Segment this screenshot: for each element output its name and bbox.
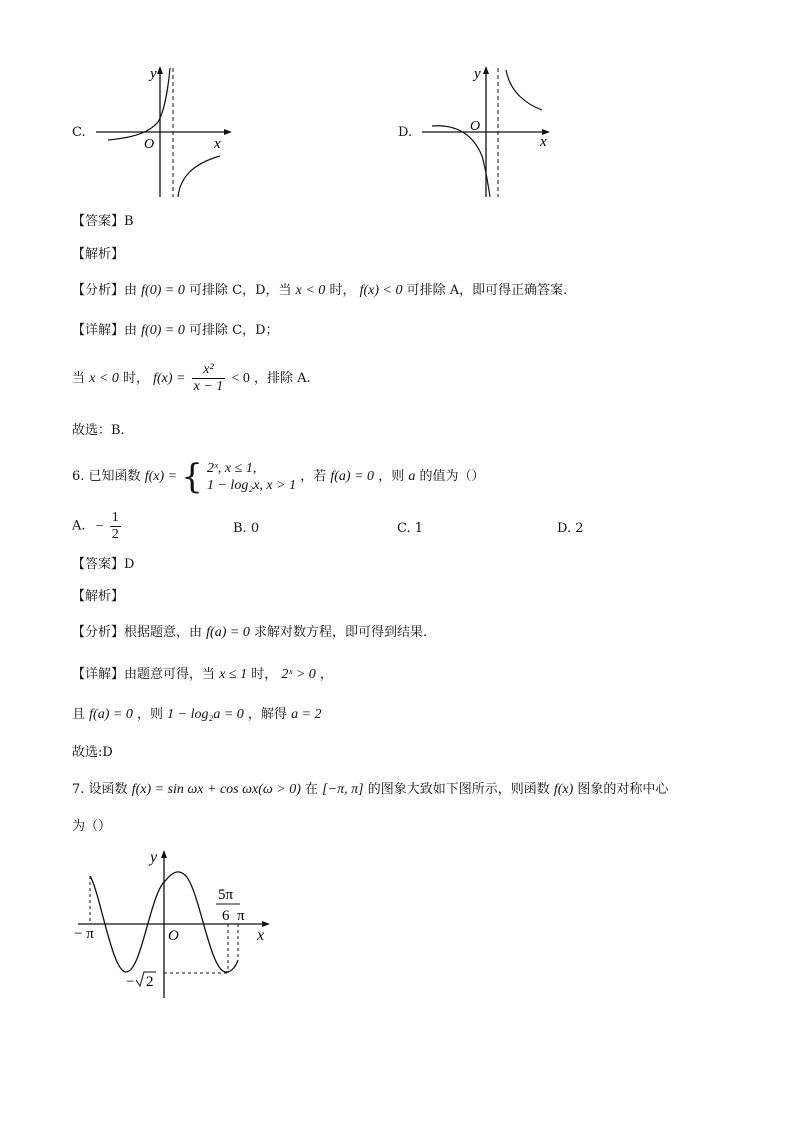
y-label: y (150, 66, 157, 82)
fenxi-text: 可排除 C，D，当 (188, 283, 292, 298)
fenxi-text: 根据题意，由 (124, 625, 203, 640)
q5-choose: 故选：B. (72, 423, 125, 438)
q6-detail-line-2 (72, 706, 322, 724)
xiangjie-text: ， (319, 667, 333, 682)
fenxi-tag: 【分析】 (72, 283, 125, 298)
piece-2: 1 − log₂x, x > 1 (206, 478, 297, 493)
origin-label: O (168, 928, 179, 944)
q6-fenxi-line (72, 624, 427, 642)
curve-left (432, 126, 490, 197)
math-expr: f(a) = 0 (330, 469, 375, 484)
q6-stem (72, 457, 485, 497)
detail-text: 且 (72, 707, 86, 722)
math-expr: f(x) = (144, 469, 178, 484)
x-label: x (540, 134, 547, 150)
stem-text: 7. 设函数 (72, 782, 128, 797)
fraction-numerator: 1 (111, 510, 119, 525)
curve-right (178, 156, 220, 197)
q7-stem-line-1 (72, 781, 668, 799)
y-label: y (474, 66, 481, 82)
x-label: x (257, 927, 265, 944)
xiangjie-text: 由题意可得，当 (124, 667, 216, 682)
answer-value: B (124, 214, 134, 229)
math-expr: < 0 (231, 371, 250, 386)
stem-text: 在 (305, 782, 319, 797)
six-label: 6 (222, 908, 230, 924)
math-expr: a (408, 469, 416, 484)
xiangjie-tag: 【详解】 (72, 323, 125, 338)
math-expr: f(a) = 0 (206, 625, 250, 640)
xiangjie-text: 由 (124, 323, 138, 338)
xiangjie-text: 时， (251, 667, 278, 682)
math-expr: f(x) = (153, 371, 186, 386)
neg-pi-label: − π (74, 926, 94, 942)
math-expr: − (95, 518, 104, 534)
q6-xiangjie-line (72, 666, 333, 684)
option-d-graph (418, 60, 568, 200)
option-label: A. (72, 518, 86, 534)
piecewise (181, 457, 297, 497)
math-expr: [−π, π] (322, 782, 364, 797)
q5-xiangjie-line (72, 322, 279, 340)
fenxi-text: 时， (329, 283, 356, 298)
xiangjie-tag: 【详解】 (72, 667, 125, 682)
y-axis-arrow (157, 66, 163, 74)
brace-icon: { (181, 457, 203, 497)
math-expr: 2ˣ > 0 (281, 667, 316, 682)
detail-text: ，则 (136, 707, 163, 722)
math-expr: x < 0 (89, 371, 119, 386)
q5-answer-line (72, 213, 134, 231)
answer-tag: 【答案】 (72, 557, 125, 572)
y-axis-arrow (483, 66, 489, 74)
stem-text: ，则 (378, 469, 405, 484)
q7-stem-line-2: 为（） (72, 819, 112, 834)
math-expr: f(0) = 0 (141, 283, 185, 298)
x-label: x (214, 136, 221, 152)
q6-answer-line (72, 556, 134, 574)
answer-value: D (124, 557, 135, 572)
fenxi-text: 由 (124, 283, 138, 298)
stem-text: 6. 已知函数 (72, 469, 141, 484)
math-expr: 1 − log₂a = 0 (167, 707, 244, 722)
x-axis-arrow (224, 129, 232, 135)
option-c-graph (92, 60, 242, 200)
q5-analysis-tag: 【解析】 (72, 247, 125, 262)
math-expr: f(x) (553, 782, 574, 797)
fraction (110, 510, 121, 543)
stem-text: 图象的对称中心 (577, 782, 669, 797)
detail-text: 当 (72, 371, 86, 386)
y-label: y (150, 849, 158, 866)
math-expr: x < 0 (295, 283, 326, 298)
fraction-numerator: x² (192, 362, 226, 379)
fenxi-tag: 【分析】 (72, 625, 125, 640)
math-expr: f(x) < 0 (359, 283, 403, 298)
q6-option-c: C. 1 (397, 521, 424, 536)
sqrt2-label: 2 (146, 974, 154, 990)
fraction-denominator: 2 (111, 527, 119, 542)
math-expr: f(x) = sin ωx + cos ωx(ω > 0) (131, 782, 301, 797)
math-expr: x ≤ 1 (219, 667, 248, 682)
stem-text: 的图象大致如下图所示，则函数 (367, 782, 550, 797)
neg-sign-label: − (126, 974, 135, 990)
stem-text: 的值为（） (419, 469, 485, 484)
q7-graph (70, 842, 280, 1002)
curve-right (506, 70, 542, 110)
origin-label: O (144, 137, 155, 152)
fraction-denominator: x − 1 (193, 379, 224, 394)
q6-analysis-tag: 【解析】 (72, 589, 125, 604)
pi-label: π (237, 908, 245, 924)
y-axis-arrow (161, 850, 167, 858)
curve-left (108, 68, 170, 140)
origin-label: O (470, 119, 481, 134)
fenxi-text: 可排除 A，即可得正确答案. (406, 283, 568, 298)
fenxi-text: 求解对数方程，即可得到结果. (253, 625, 428, 640)
math-expr: f(0) = 0 (141, 323, 185, 338)
detail-text: ，排除 A. (254, 371, 311, 386)
xiangjie-text: 可排除 C，D； (188, 323, 279, 338)
piece-1: 2ˣ, x ≤ 1, (206, 461, 257, 476)
math-expr: a = 2 (291, 707, 322, 722)
q5-fenxi-line (72, 282, 567, 300)
detail-text: 时， (122, 371, 149, 386)
detail-text: ，解得 (247, 707, 287, 722)
five-pi-label: 5π (218, 887, 234, 903)
q5-detail-line-2 (72, 362, 311, 395)
option-d-label: D. (398, 125, 413, 140)
q6-choose: 故选:D (72, 745, 113, 760)
math-expr: f(a) = 0 (89, 707, 133, 722)
answer-tag: 【答案】 (72, 214, 125, 229)
stem-text: ，若 (300, 469, 327, 484)
q6-option-d: D. 2 (557, 521, 584, 536)
q6-option-b: B. 0 (233, 521, 260, 536)
option-c-label: C. (72, 125, 86, 140)
fraction (192, 362, 226, 395)
q6-option-a (72, 510, 123, 543)
